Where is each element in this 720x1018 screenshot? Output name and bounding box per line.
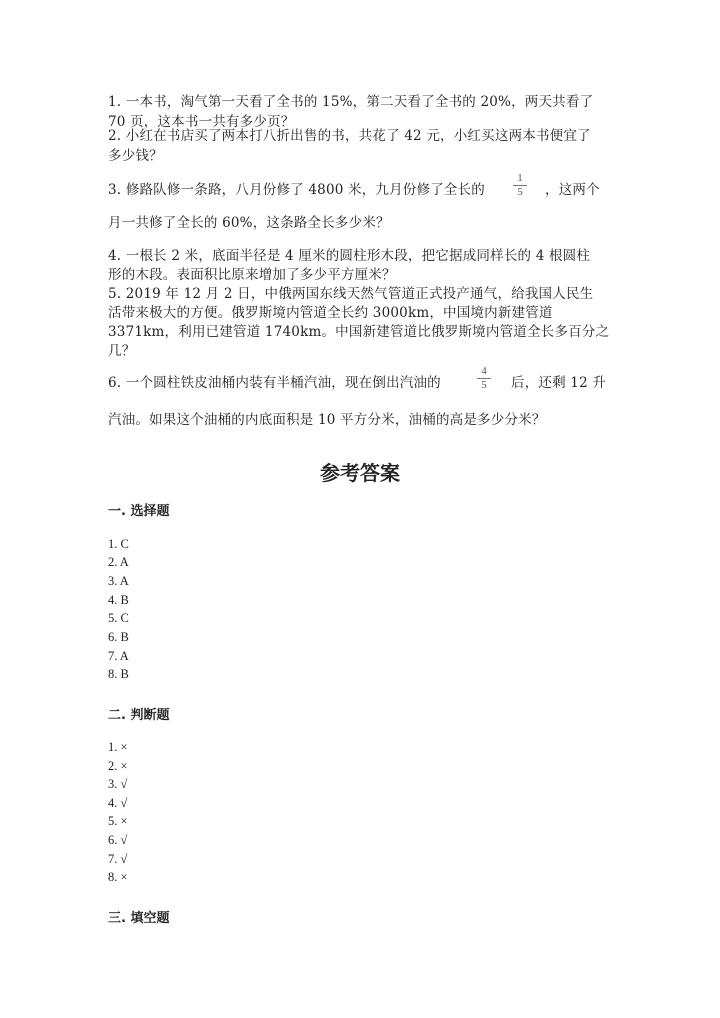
question-6-line-1b: 后，还剩 12 升 [511,375,607,391]
answer-item: 1. C [108,537,129,551]
question-2-line-2: 多少钱？ [108,148,163,164]
answer-item: 4. B [108,593,129,607]
section-heading-multiple-choice: 一. 选择题 [108,504,170,519]
question-1-line-2: 70 页，这本书一共有多少页？ [108,114,295,130]
answer-item: 2. A [108,555,129,569]
question-5-line-3: 3371km，利用已建管道 1740km。中国新建管道比俄罗斯境内管道全长多百分之 [108,324,610,340]
question-5-line-2: 活带来极大的方便。俄罗斯境内管道全长约 3000km，中国境内新建管道 [108,305,553,321]
question-1-line-1: 1. 一本书，淘气第一天看了全书的 15%，第二天看了全书的 20%，两天共看了 [108,94,594,110]
question-3-line-1a: 3. 修路队修一条路，八月份修了 4800 米，九月份修了全长的 [108,182,486,198]
section-heading-true-false: 二. 判断题 [108,708,170,723]
fraction-numerator: 1 [517,172,523,184]
question-3-line-2: 月一共修了全长的 60%，这条路全长多少米？ [108,215,390,231]
answer-item: 1. × [108,740,128,754]
answer-key-title: 参考答案 [320,461,400,485]
answer-item: 2. × [108,759,128,773]
question-5-line-1: 5. 2019 年 12 月 2 日，中俄两国东线天然气管道正式投产通气，给我国人民生 [108,286,594,302]
answer-item: 3. √ [108,777,128,791]
question-2-line-1: 2. 小红在书店买了两本打八折出售的书，共花了 42 元，小红买这两本书便宜了 [108,128,591,144]
fraction-numerator: 4 [481,365,487,377]
answer-item: 4. √ [108,796,128,810]
answer-item: 6. B [108,630,129,644]
fraction-denominator: 5 [477,378,491,392]
answer-item: 8. × [108,870,128,884]
answer-item: 6. √ [108,833,128,847]
fraction-four-fifths [477,365,491,392]
answer-item: 5. C [108,611,129,625]
answer-item: 3. A [108,574,129,588]
question-6-line-1a: 6. 一个圆柱铁皮油桶内装有半桶汽油，现在倒出汽油的 [108,375,441,391]
answer-item: 5. × [108,814,128,828]
question-4-line-1: 4. 一根长 2 米，底面半径是 4 厘米的圆柱形木段，把它据成同样长的 4 根圆柱 [108,248,591,264]
answer-item: 7. A [108,649,129,663]
question-3-line-1b: ，这两个 [545,182,600,198]
section-heading-fill-blank: 三. 填空题 [108,911,170,926]
question-5-line-4: 几？ [108,343,136,359]
answer-item: 8. B [108,667,129,681]
answer-item: 7. √ [108,852,128,866]
question-6-line-2: 汽油。如果这个油桶的内底面积是 10 平方分米，油桶的高是多少分米？ [108,412,546,428]
fraction-denominator: 5 [513,185,527,199]
fraction-one-fifth [513,172,527,199]
question-4-line-2: 形的木段。表面积比原来增加了多少平方厘米？ [108,267,396,283]
